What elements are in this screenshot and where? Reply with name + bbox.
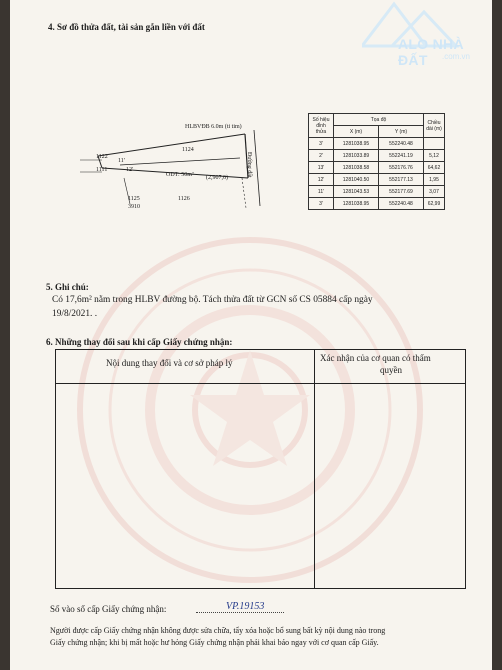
parcel-label: ODT: 50m² bbox=[166, 172, 194, 178]
table-row: 3' 1281038.95 552240.48 62,99 bbox=[309, 198, 445, 210]
table-header-divider bbox=[56, 383, 465, 384]
sketch-label-1126: 1126 bbox=[178, 196, 190, 202]
scan-edge-left bbox=[0, 0, 10, 670]
register-number: VP.19153 bbox=[226, 601, 265, 612]
register-label: Số vào sổ cấp Giấy chứng nhận: bbox=[50, 604, 167, 614]
scan-edge-right bbox=[492, 0, 502, 670]
footer-note-line-2: Giấy chứng nhận; khi bị mất hoặc hư hỏng Giấy chứng nhận phải khai báo ngay với cơ quan cấp Giấy. bbox=[50, 638, 379, 647]
changes-column bbox=[56, 350, 315, 588]
sketch-label-1122: 1122 bbox=[96, 154, 108, 160]
note-line-1: Có 17,6m² nằm trong HLBV đường bộ. Tách thửa đất từ GCN số CS 05884 cấp ngày bbox=[52, 295, 373, 305]
sketch-label-1125: 1125 bbox=[128, 196, 140, 202]
sketch-label-12: 12' bbox=[126, 167, 134, 173]
brand-name: ALO NHÀ ĐẤT bbox=[398, 36, 464, 68]
certificate-page bbox=[10, 0, 492, 670]
sketch-label-11: 11' bbox=[118, 158, 125, 164]
table-row: 12' 1281040.50 552177.13 1,95 bbox=[309, 174, 445, 186]
footer-note-line-1: Người được cấp Giấy chứng nhận không được sửa chữa, tẩy xóa hoặc bổ sung bất kỳ nội dung nào trong bbox=[50, 626, 386, 635]
confirmation-header-line-1: Xác nhận của cơ quan có thẩm bbox=[320, 353, 431, 363]
sketch-label-1111: 1111 bbox=[96, 167, 108, 173]
parcel-number: (2,907,6) bbox=[206, 175, 228, 181]
brand-domain: .com.vn bbox=[442, 52, 471, 61]
changes-column-header: Nội dung thay đổi và cơ sở pháp lý bbox=[106, 358, 233, 368]
header-length: Chiều dài (m) bbox=[424, 114, 445, 138]
header-y: Y (m) bbox=[379, 126, 424, 138]
sketch-label-3910: 3910 bbox=[128, 204, 140, 210]
table-row: 13' 1281038.58 552176.76 64,62 bbox=[309, 162, 445, 174]
confirmation-header-line-2: quyền bbox=[380, 365, 402, 375]
road-corridor-label: HLBVĐB 6.0m (ti tim) bbox=[185, 124, 242, 130]
table-row: 3' 1281038.95 552240.48 bbox=[309, 138, 445, 150]
table-row: 11' 1281043.53 552177.69 3,07 bbox=[309, 186, 445, 198]
section-6-title: 6. Những thay đổi sau khi cấp Giấy chứng nhận: bbox=[46, 337, 233, 347]
header-point: Số hiệu đỉnh thửa bbox=[309, 114, 334, 138]
sketch-label-1124: 1124 bbox=[182, 147, 194, 153]
section-5-title: 5. Ghi chú: bbox=[46, 282, 89, 292]
register-dotted-line bbox=[196, 612, 284, 613]
section-4-title: 4. Sơ đồ thửa đất, tài sản gắn liền với đất bbox=[48, 22, 205, 32]
road-side-label: Đường đất bbox=[246, 152, 252, 178]
table-row: 2' 1281033.89 552241.19 5,12 bbox=[309, 150, 445, 162]
header-coord: Tọa độ bbox=[334, 114, 424, 126]
header-x: X (m) bbox=[334, 126, 379, 138]
coordinate-table bbox=[308, 113, 445, 210]
changes-table bbox=[55, 349, 466, 589]
note-line-2: 19/8/2021. . bbox=[52, 309, 98, 319]
